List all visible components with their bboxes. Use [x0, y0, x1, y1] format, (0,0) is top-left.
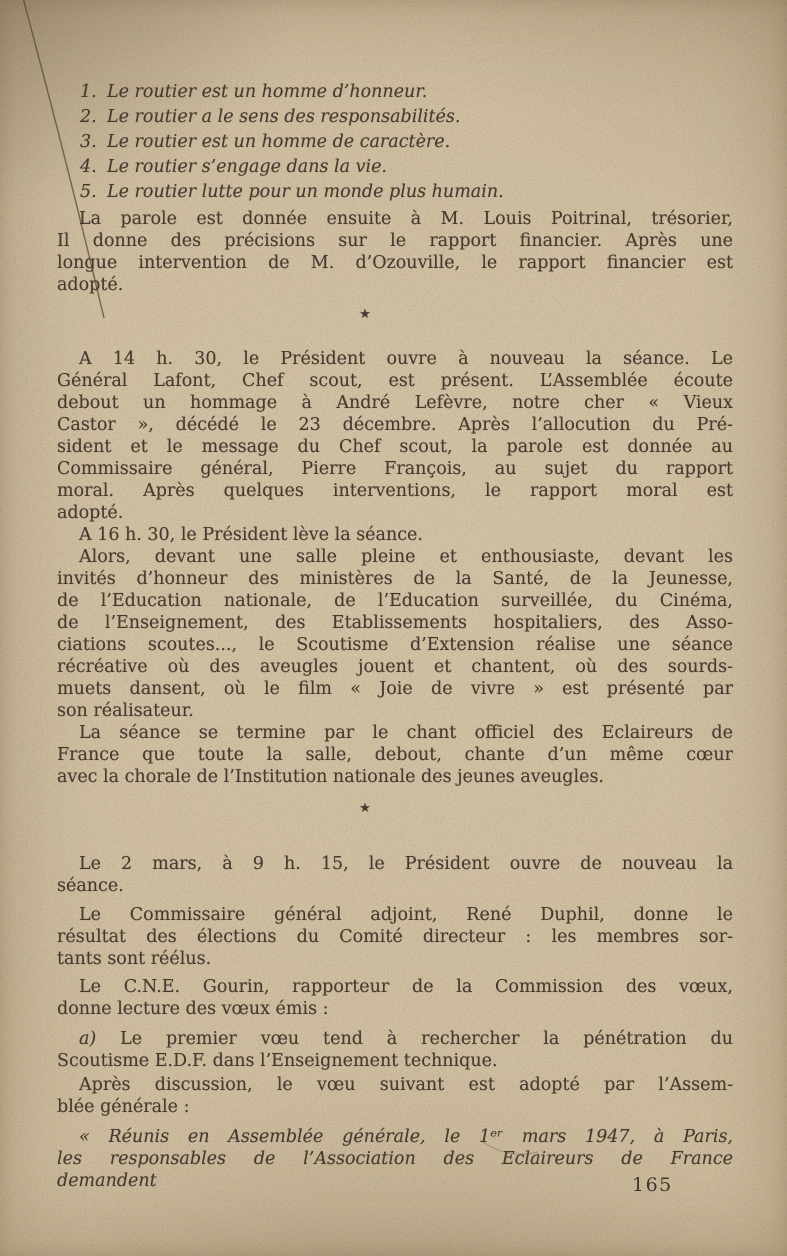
- text-line: blée générale :: [57, 1097, 190, 1117]
- paragraph: [57, 722, 733, 788]
- section-separator: [57, 798, 733, 816]
- paragraph: [57, 853, 733, 897]
- star-icon: ★: [359, 801, 371, 816]
- paragraph: [57, 976, 733, 1020]
- list-item-number: 5.: [80, 182, 97, 202]
- text-line: Le Commissaire général adjoint, René Duphil, donne le: [79, 905, 733, 925]
- paragraph: [57, 904, 733, 970]
- text-line: séance.: [57, 876, 124, 896]
- star-icon: ★: [359, 307, 371, 322]
- text-line: de l’Education nationale, de l’Education surveillée, du Cinéma,: [57, 591, 733, 611]
- section-separator: [57, 304, 733, 322]
- list-item: [80, 105, 733, 130]
- text-line: tants sont réélus.: [57, 949, 212, 969]
- text-line: Castor », décédé le 23 décembre. Après l’allocution du Pré-: [57, 415, 733, 435]
- list-item-text: Le routier est un homme d’honneur.: [107, 82, 428, 102]
- list-item-number: 1.: [80, 82, 97, 102]
- text-line: invités d’honneur des ministères de la Santé, de la Jeunesse,: [57, 569, 733, 589]
- text-line: sident et le message du Chef scout, la parole est donnée au: [57, 437, 733, 457]
- list-item-text: Le routier s’engage dans la vie.: [107, 157, 387, 177]
- text-line: demandent: [57, 1171, 157, 1191]
- list-item: [80, 80, 733, 105]
- text-line: adopté.: [57, 503, 124, 523]
- paragraph: [57, 1074, 733, 1118]
- text-line: longue intervention de M. d’Ozouville, le rapport financier est: [57, 253, 733, 273]
- list-item-number: 3.: [80, 132, 97, 152]
- paragraph: [57, 348, 733, 524]
- item-letter: a): [79, 1029, 97, 1049]
- list-item-number: 4.: [80, 157, 97, 177]
- text-line: A 16 h. 30, le Président lève la séance.: [79, 525, 423, 545]
- paragraph: [57, 524, 733, 546]
- text-line: Général Lafont, Chef scout, est présent. L’Assemblée écoute: [57, 371, 733, 391]
- text-line: son réalisateur.: [57, 701, 194, 721]
- text-line: récréative où des aveugles jouent et chantent, où des sourds-: [57, 657, 733, 677]
- text-line: de l’Enseignement, des Etablissements hospitaliers, des Asso-: [57, 613, 733, 633]
- text-line: A 14 h. 30, le Président ouvre à nouveau la séance. Le: [79, 349, 733, 369]
- paragraph: [57, 1028, 733, 1072]
- list-item-text: Le routier est un homme de caractère.: [107, 132, 451, 152]
- text-line: La séance se termine par le chant officiel des Eclaireurs de: [79, 723, 733, 743]
- text-line: Il donne des précisions sur le rapport financier. Après une: [57, 231, 733, 251]
- list-item: [80, 130, 733, 155]
- list-item: [80, 155, 733, 180]
- text-line: Après discussion, le vœu suivant est adopté par l’Assem-: [79, 1075, 733, 1095]
- text-line: moral. Après quelques interventions, le rapport moral est: [57, 481, 733, 501]
- text-line: Commissaire général, Pierre François, au sujet du rapport: [57, 459, 733, 479]
- text-line: Scoutisme E.D.F. dans l’Enseignement technique.: [57, 1051, 498, 1071]
- list-item: [80, 180, 733, 205]
- text-line: Alors, devant une salle pleine et enthousiaste, devant les: [79, 547, 733, 567]
- list-item-text: Le routier a le sens des responsabilités.: [107, 107, 461, 127]
- paragraph: [57, 208, 733, 296]
- text-line: résultat des élections du Comité directeur : les membres sor-: [57, 927, 733, 947]
- text-line: muets dansent, où le film « Joie de vivre » est présenté par: [57, 679, 733, 699]
- page-content: [57, 0, 733, 1192]
- text-line: La parole est donnée ensuite à M. Louis Poitrinal, trésorier,: [79, 209, 733, 229]
- list-item-number: 2.: [80, 107, 97, 127]
- text-line: les responsables de l’Association des Eclaireurs de France: [57, 1149, 733, 1169]
- text-line: ciations scoutes..., le Scoutisme d’Extension réalise une séance: [57, 635, 733, 655]
- text-line: a) Le premier vœu tend à rechercher la pénétration du: [79, 1029, 733, 1049]
- page-number: 165: [632, 1174, 673, 1196]
- list-item-text: Le routier lutte pour un monde plus humain.: [107, 182, 504, 202]
- text-line: avec la chorale de l’Institution nationale des jeunes aveugles.: [57, 767, 604, 787]
- text-line: Le C.N.E. Gourin, rapporteur de la Commission des vœux,: [79, 977, 733, 997]
- text-line: debout un hommage à André Lefèvre, notre cher « Vieux: [57, 393, 733, 413]
- text-line: adopté.: [57, 275, 124, 295]
- text-line: « Réunis en Assemblée générale, le 1ᵉʳ mars 1947, à Paris,: [79, 1127, 733, 1147]
- text-line: donne lecture des vœux émis :: [57, 999, 329, 1019]
- numbered-list: [80, 80, 733, 205]
- text-line: Le 2 mars, à 9 h. 15, le Président ouvre de nouveau la: [79, 854, 733, 874]
- paragraph: [57, 546, 733, 722]
- text-line: France que toute la salle, debout, chante d’un même cœur: [57, 745, 733, 765]
